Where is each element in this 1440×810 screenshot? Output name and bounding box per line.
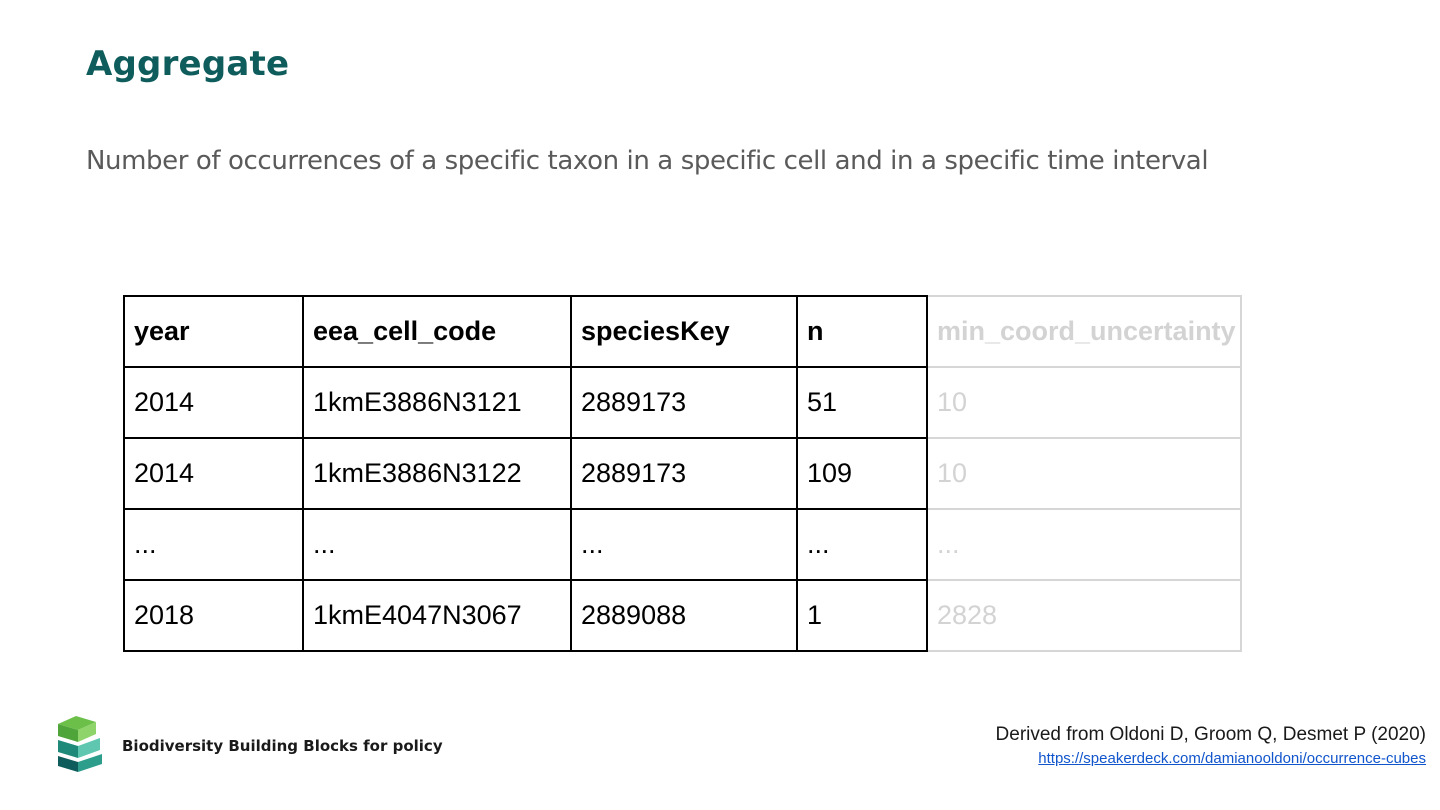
table-row (124, 580, 1241, 651)
b3-logo-icon (54, 714, 108, 772)
column-header-n: n (797, 296, 927, 367)
table-cell: ... (571, 509, 797, 580)
table-cell: ... (927, 509, 1241, 580)
column-header-species-key: speciesKey (571, 296, 797, 367)
table-cell: 1kmE3886N3121 (303, 367, 571, 438)
table-cell: ... (303, 509, 571, 580)
source-credit: Derived from Oldoni D, Groom Q, Desmet P (2020) (995, 724, 1426, 745)
occurrence-cube-table (123, 295, 1242, 652)
table-row (124, 367, 1241, 438)
slide-title: Aggregate (86, 44, 290, 84)
slide-subtitle: Number of occurrences of a specific taxon in a specific cell and in a specific time interval (86, 146, 1209, 176)
table-cell: 1kmE3886N3122 (303, 438, 571, 509)
table-row (124, 509, 1241, 580)
table-cell: 2889173 (571, 367, 797, 438)
table-cell: 109 (797, 438, 927, 509)
table-cell: 1kmE4047N3067 (303, 580, 571, 651)
table-cell: 10 (927, 438, 1241, 509)
table-cell: 10 (927, 367, 1241, 438)
source-link[interactable]: https://speakerdeck.com/damianooldoni/occurrence-cubes (1038, 750, 1426, 767)
column-header-year: year (124, 296, 303, 367)
table-cell: 1 (797, 580, 927, 651)
column-header-min-coord-uncertainty: min_coord_uncertainty (927, 296, 1241, 367)
table-cell: 2889173 (571, 438, 797, 509)
table-cell: 51 (797, 367, 927, 438)
organization-name: Biodiversity Building Blocks for policy (122, 737, 443, 755)
table-cell: 2889088 (571, 580, 797, 651)
table-cell: ... (797, 509, 927, 580)
table-row (124, 438, 1241, 509)
table-cell: ... (124, 509, 303, 580)
column-header-eea-cell-code: eea_cell_code (303, 296, 571, 367)
table-header-row (124, 296, 1241, 367)
table-cell: 2828 (927, 580, 1241, 651)
table-cell: 2014 (124, 438, 303, 509)
table-cell: 2014 (124, 367, 303, 438)
table-cell: 2018 (124, 580, 303, 651)
